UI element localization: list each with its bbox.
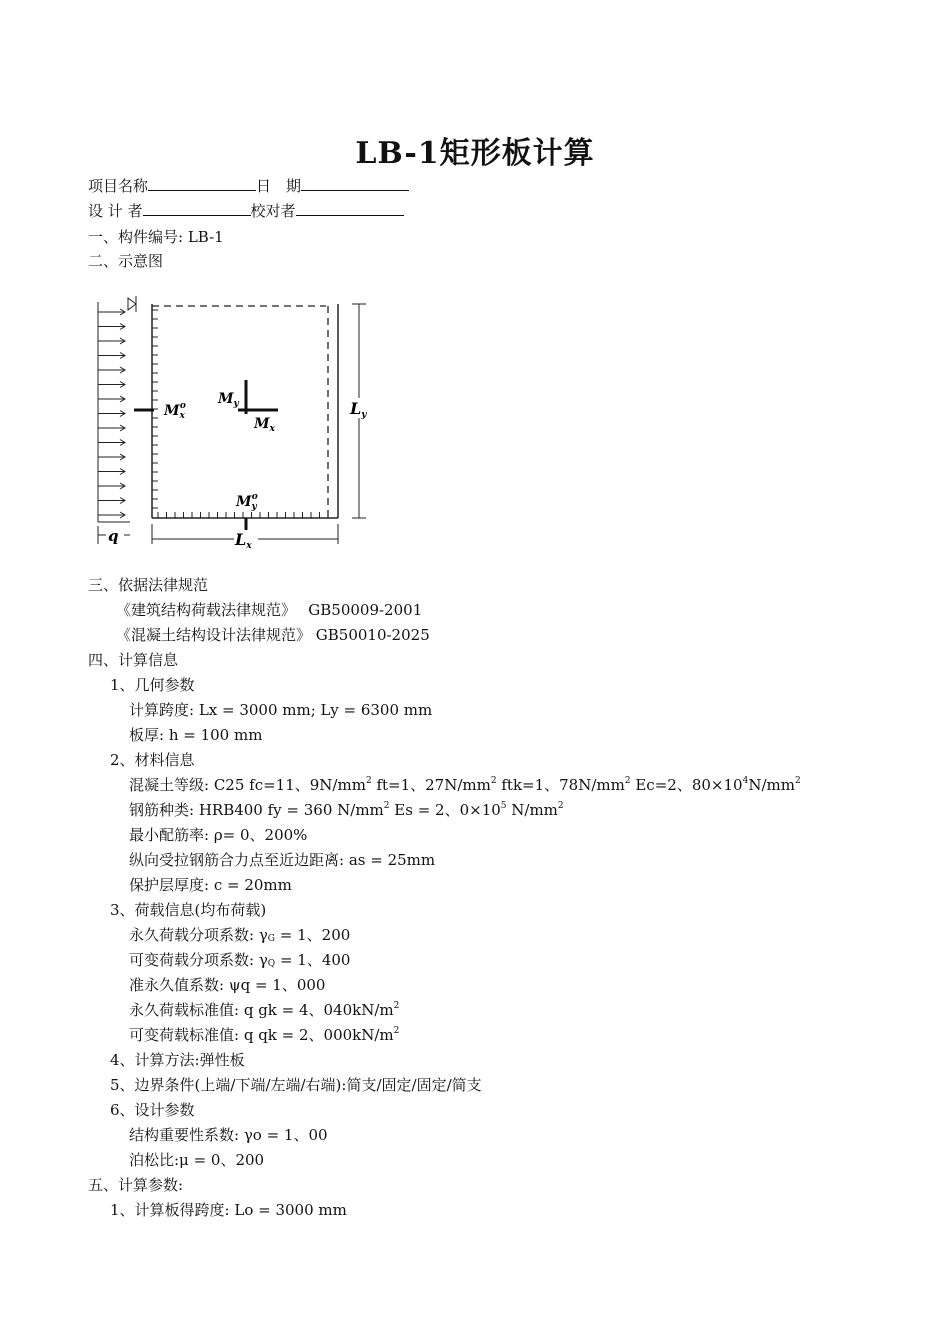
label-my: $M_y$ [218, 391, 239, 409]
label-ly: Ly [350, 399, 367, 420]
checker-field[interactable] [296, 201, 404, 216]
dead-factor-info: 永久荷载分项系数: $\gamma_G = 1$、200 [129, 926, 351, 944]
poisson-info: 泊松比:μ = 0、200 [129, 1151, 265, 1169]
importance-info: 结构重要性系数: γo = 1、00 [129, 1126, 328, 1144]
as-info: 纵向受拉钢筋合力点至近边距离: as = 25mm [129, 851, 436, 869]
cover-info: 保护层厚度: c = 20mm [129, 876, 292, 894]
load-heading: 3、荷载信息(均布荷载) [110, 901, 267, 919]
label-mx: $M_x$ [254, 416, 275, 434]
code-ref-load: 《建筑结构荷载法律规范》 GB50009-2001 [116, 601, 423, 619]
label-q: q [108, 527, 119, 545]
geometry-heading: 1、几何参数 [110, 676, 195, 694]
label-mx0: $M_xo$ [164, 401, 186, 421]
live-factor-info: 可变荷载分项系数: $\gamma_Q = 1$、400 [129, 951, 351, 969]
boundary-info: 5、边界条件(上端/下端/左端/右端):简支/固定/固定/简支 [110, 1076, 482, 1094]
section-calc-info: 四、计算信息 [88, 651, 179, 669]
code-ref-concrete: 《混凝土结构设计法律规范》 GB50010-2025 [116, 626, 430, 644]
rebar-info: 钢筋种类: HRB400 fy = 360 $N/mm^2$ Es = 2、$0\times 10^5$ $N/mm^2$ [129, 801, 564, 819]
method-info: 4、计算方法:弹性板 [110, 1051, 245, 1069]
page-title: LB-1矩形板计算 [355, 136, 595, 171]
label-my0: $M_yo$ [236, 492, 258, 512]
plate-diagram [88, 290, 398, 552]
load-arrows [98, 302, 130, 522]
designer-label: 设 计 者 [88, 202, 143, 220]
project-field[interactable] [148, 176, 256, 191]
label-lx: Lx [235, 530, 252, 551]
checker-label: 校对者 [250, 202, 296, 220]
concrete-info: 混凝土等级: C25 fc=11、$9N/mm^2$ ft=1、$27N/mm^2$ ftk=1、$78N/mm^2$ Ec=2、$80\times 10^4N/mm^2$ [129, 776, 801, 794]
material-heading: 2、材料信息 [110, 751, 195, 769]
section-calc-params: 五、计算参数: [88, 1176, 184, 1194]
section-member-id: 一、构件编号: LB-1 [88, 228, 224, 246]
span-param: 1、计算板得跨度: Lo = 3000 mm [110, 1201, 347, 1219]
psi-info: 准永久值系数: ψq = 1、000 [129, 976, 326, 994]
pin-support-icon [128, 298, 136, 310]
design-heading: 6、设计参数 [110, 1101, 195, 1119]
designer-field[interactable] [143, 201, 251, 216]
date-field[interactable] [301, 176, 409, 191]
min-ratio-info: 最小配筋率: ρ= 0、200% [129, 826, 308, 844]
project-row [88, 176, 409, 196]
project-label: 项目名称 [88, 177, 149, 195]
thickness-info: 板厚: h = 100 mm [129, 726, 263, 744]
span-info: 计算跨度: Lx = 3000 mm; Ly = 6300 mm [129, 701, 433, 719]
section-diagram-heading: 二、示意图 [88, 252, 164, 270]
section-codes-heading: 三、依据法律规范 [88, 576, 209, 594]
designer-row [88, 201, 404, 221]
gk-info: 永久荷载标准值: q gk = 4、$040kN/m^2$ [129, 1001, 400, 1019]
qk-info: 可变荷载标准值: q qk = 2、$000kN/m^2$ [129, 1026, 400, 1044]
date-label: 日 期 [256, 177, 302, 195]
